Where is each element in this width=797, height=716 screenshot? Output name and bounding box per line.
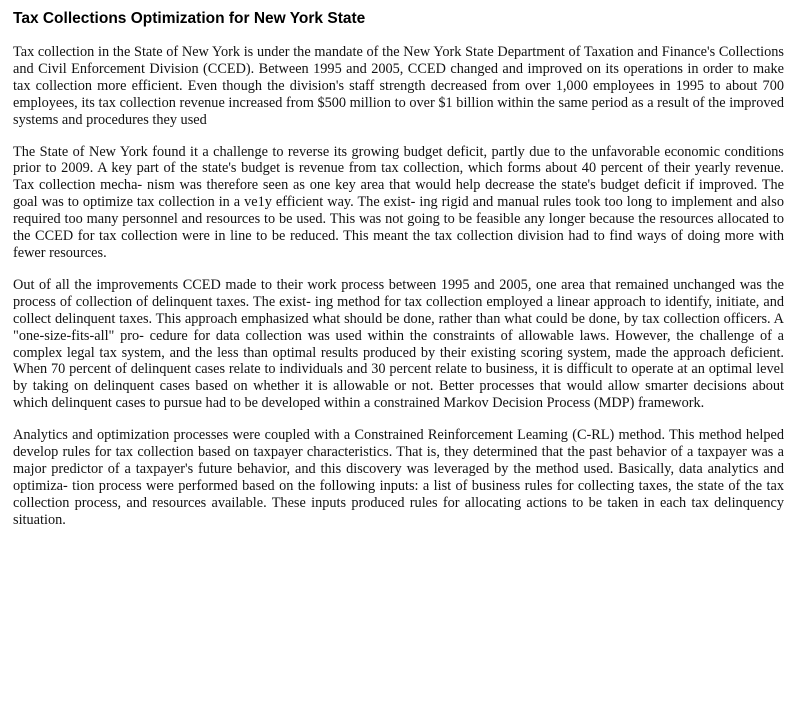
document-title: Tax Collections Optimization for New York State [13, 10, 366, 27]
paragraph-budget-deficit: The State of New York found it a challenge to reverse its growing budget deficit, partly due to the unfavorable economic conditions prior to 2009. A key part of the state's budget is revenue from tax collection, which forms about 40 percent of their yearly revenue. Tax collection mecha- nism was therefore seen as one key area that would help decrease the state's budget deficit if improved. The goal was to optimize tax collection in a ve1y efficient way. The exist- ing rigid and manual rules took too long to implement and also required too many personnel and resources to be used. This was not going to be feasible any longer because the resources allocated to the CCED for tax collection were in line to be reduced. This meant the tax collection division had to find ways of doing more with fewer resources. [13, 143, 784, 261]
paragraph-analytics-optimization: Analytics and optimization processes were coupled with a Constrained Reinforcement Leaming (C-RL) method. This method helped develop rules for tax collection based on taxpayer characteristics. That is, they determined that the past behavior of a taxpayer was a major predictor of a taxpayer's future behavior, and this discovery was leveraged by the method used. Basically, data analytics and optimiza- tion process were performed based on the following inputs: a list of business rules for collecting taxes, the state of the tax collection process, and resources available. These inputs produced rules for allocating actions to be taken in each tax delinquency situation. [13, 427, 784, 528]
paragraph-delinquent-taxes: Out of all the improvements CCED made to their work process between 1995 and 2005, one area that remained unchanged was the process of collection of delinquent taxes. The exist- ing method for tax collection employed a linear approach to identify, initiate, and collect delinquent taxes. This approach emphasized what should be done, rather than what could be done, by tax collection officers. A "one-size-fits-all" pro- cedure for data collection was used within the constraints of allowable laws. However, the challenge of a complex legal tax system, and the less than optimal results produced by their existing scoring system, made the approach deficient. When 70 percent of delinquent cases relate to individuals and 30 percent relate to business, it is difficult to operate at an optimal level by taking on delinquent cases based on whether it is allowable or not. Better processes that would allow smarter decisions about which delinquent cases to pursue had to be developed within a constrained Markov Decision Process (MDP) framework. [13, 276, 784, 412]
document-page [13, 9, 784, 544]
paragraph-cced-overview: Tax collection in the State of New York is under the mandate of the New York State Department of Taxation and Finance's Collections and Civil Enforcement Division (CCED). Between 1995 and 2005, CCED changed and improved on its operations in order to make tax collection more efficient. Even though the division's staff strength decreased from over 1,000 employees in 1995 to about 700 employees, its tax collection revenue increased from $500 million to over $1 billion within the same period as a result of the improved systems and procedures they used [13, 44, 784, 128]
